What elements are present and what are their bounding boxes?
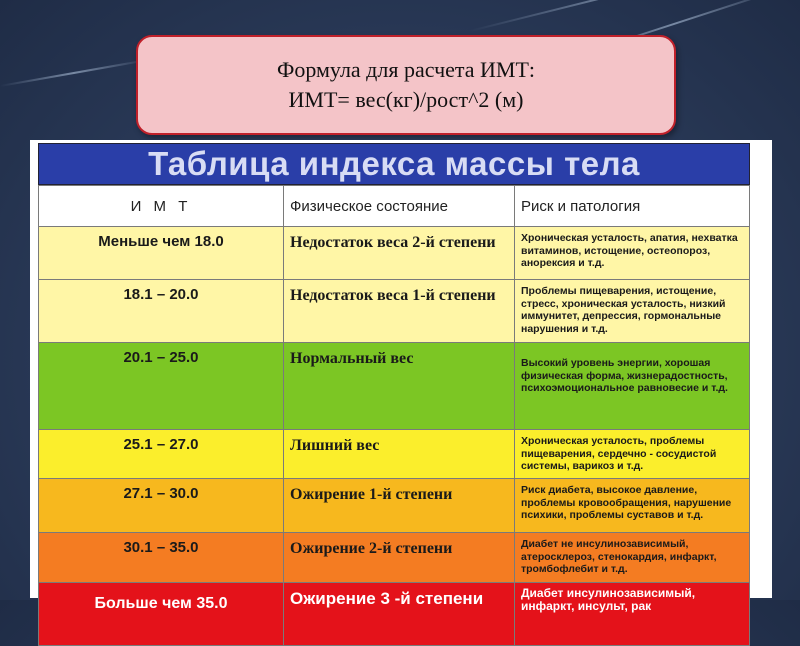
physical-state: Ожирение 3 -й степени: [284, 583, 515, 646]
table-row: [39, 583, 750, 646]
physical-state: Нормальный вес: [284, 343, 515, 430]
risk-pathology: Хроническая усталость, апатия, нехватка витаминов, истощение, остеопороз, анорексия и т.д.: [515, 227, 750, 280]
table-header-row: [39, 186, 750, 227]
table-row: [39, 280, 750, 343]
risk-pathology: Диабет не инсулинозависимый, атеросклероз, стенокардия, инфаркт, тромбофлебит и т.д.: [515, 533, 750, 583]
physical-state: Ожирение 1-й степени: [284, 479, 515, 533]
table-title: Таблица индекса массы тела: [38, 143, 750, 185]
risk-pathology: Высокий уровень энергии, хорошая физическая форма, жизнерадостность, психоэмоциональное равновесие и т.д.: [515, 343, 750, 430]
bmi-range: Меньше чем 18.0: [39, 227, 284, 280]
bmi-table: [38, 185, 750, 646]
bmi-range: 30.1 – 35.0: [39, 533, 284, 583]
physical-state: Недостаток веса 1-й степени: [284, 280, 515, 343]
formula-line-2: ИМТ= вес(кг)/рост^2 (м): [288, 87, 524, 112]
bmi-range: Больше чем 35.0: [39, 583, 284, 646]
header-state: Физическое состояние: [284, 186, 515, 227]
risk-pathology: Проблемы пищеварения, истощение, стресс, хроническая усталость, низкий иммунитет, депрессия, гормональные нарушения и т.д.: [515, 280, 750, 343]
background-streak: [0, 59, 148, 87]
formula-box: [136, 35, 676, 135]
table-row: [39, 343, 750, 430]
bmi-range: 20.1 – 25.0: [39, 343, 284, 430]
table-row: [39, 533, 750, 583]
physical-state: Ожирение 2-й степени: [284, 533, 515, 583]
header-risk: Риск и патология: [515, 186, 750, 227]
risk-pathology: Хроническая усталость, проблемы пищеварения, сердечно - сосудистой системы, варикоз и т.д.: [515, 430, 750, 479]
bmi-range: 27.1 – 30.0: [39, 479, 284, 533]
bmi-table-panel: [30, 140, 772, 613]
physical-state: Лишний вес: [284, 430, 515, 479]
formula-line-1: Формула для расчета ИМТ:: [276, 57, 536, 82]
risk-pathology: Диабет инсулинозависимый, инфаркт, инсульт, рак: [515, 583, 750, 646]
header-bmi: И М Т: [39, 186, 284, 227]
table-row: [39, 430, 750, 479]
table-row: [39, 227, 750, 280]
bmi-range: 25.1 – 27.0: [39, 430, 284, 479]
bmi-range: 18.1 – 20.0: [39, 280, 284, 343]
table-row: [39, 479, 750, 533]
background-streak: [470, 0, 791, 32]
risk-pathology: Риск диабета, высокое давление, проблемы кровообращения, нарушение психики, проблемы суставов и т.д.: [515, 479, 750, 533]
physical-state: Недостаток веса 2-й степени: [284, 227, 515, 280]
